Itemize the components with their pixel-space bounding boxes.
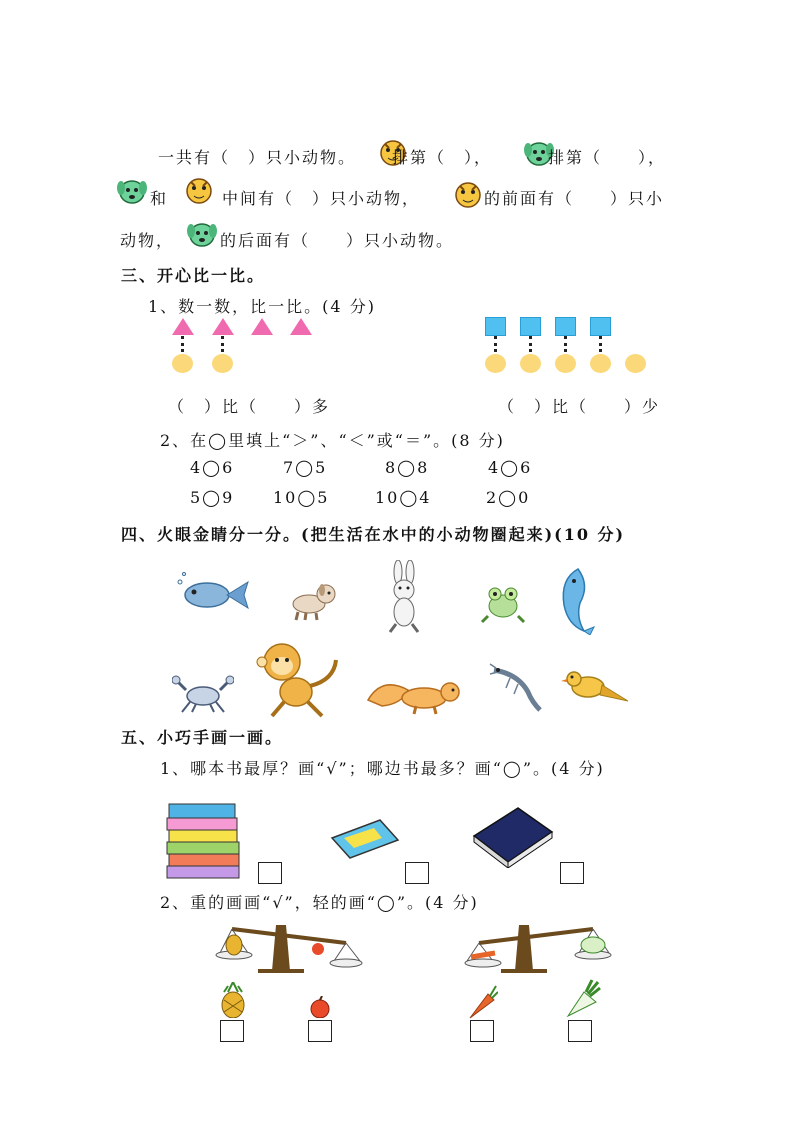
line2-text-a: 和: [150, 189, 169, 208]
square-shape: [485, 317, 506, 336]
line2-text-b: 中间有（ ）只小动物，: [222, 189, 421, 208]
compare-more-answer: （ ）比（ ）多: [168, 397, 331, 416]
book-stack-icon: [163, 796, 247, 886]
section5-q1: 1、哪本书最厚？画“√”；哪边书最多？画“◯”。(4 分): [160, 759, 605, 778]
section3-title: 三、开心比一比。: [121, 266, 266, 285]
balance-scale-icon: [214, 913, 364, 979]
triangle-shape: [251, 318, 273, 335]
carrot-icon: [466, 984, 498, 1024]
answer-box[interactable]: [568, 1020, 592, 1042]
answer-box[interactable]: [560, 862, 584, 884]
compare-item: 10◯5: [273, 488, 330, 507]
crab-icon: [172, 672, 234, 718]
circle-shape: [555, 354, 576, 373]
circle-shape: [485, 354, 506, 373]
compare-less-answer: （ ）比（ ）少: [498, 397, 661, 416]
answer-box[interactable]: [220, 1020, 244, 1042]
compare-item: 4◯6: [190, 458, 235, 477]
squirrel-icon: [362, 670, 468, 720]
frog-icon: [480, 580, 526, 628]
fish-icon: [172, 560, 254, 624]
circle-shape: [172, 354, 193, 373]
dog-icon: [115, 176, 149, 210]
line3-text-a: 动物，: [120, 231, 175, 250]
line2-text-c: 的前面有（ ）只小: [484, 189, 665, 208]
tiger-icon: [183, 176, 215, 210]
section5-title: 五、小巧手画一画。: [121, 728, 284, 747]
line3-text-b: 的后面有（ ）只小动物。: [220, 231, 455, 250]
compare-item: 2◯0: [486, 488, 531, 507]
compare-item: 10◯4: [375, 488, 432, 507]
apple-icon: [308, 996, 332, 1022]
triangle-shape: [172, 318, 194, 335]
dictionary-icon: [472, 806, 554, 872]
answer-box[interactable]: [308, 1020, 332, 1042]
balance-scale-icon: [463, 913, 613, 979]
puppy-icon: [284, 578, 340, 626]
answer-box[interactable]: [470, 1020, 494, 1042]
square-shape: [520, 317, 541, 336]
rabbit-icon: [378, 560, 434, 640]
section4-title: 四、火眼金睛分一分。(把生活在水中的小动物圈起来)(10 分): [121, 525, 626, 544]
tiger-icon: [452, 180, 484, 214]
line1-text-c: 排第（ ），: [548, 148, 667, 167]
circle-shape: [520, 354, 541, 373]
circle-shape: [590, 354, 611, 373]
monkey-icon: [250, 640, 342, 724]
single-book-icon: [330, 818, 400, 864]
section5-q2: 2、重的画画“√”，轻的画“◯”。(4 分): [160, 893, 479, 912]
shrimp-icon: [488, 662, 546, 718]
bird-icon: [560, 665, 630, 713]
triangle-shape: [290, 318, 312, 335]
compare-item: 8◯8: [385, 458, 430, 477]
compare-item: 7◯5: [283, 458, 328, 477]
answer-box[interactable]: [405, 862, 429, 884]
pineapple-icon: [218, 982, 248, 1022]
radish-icon: [562, 978, 602, 1024]
dog-icon: [185, 219, 219, 253]
section3-q2: 2、在◯里填上“＞”、“＜”或“＝”。(8 分): [160, 431, 505, 450]
line1-text-a: 一共有（ ）只小动物。: [158, 148, 357, 167]
circle-shape: [625, 354, 646, 373]
compare-item: 4◯6: [488, 458, 533, 477]
circle-shape: [212, 354, 233, 373]
square-shape: [590, 317, 611, 336]
square-shape: [555, 317, 576, 336]
dolphin-icon: [550, 565, 606, 639]
triangle-shape: [212, 318, 234, 335]
answer-box[interactable]: [258, 862, 282, 884]
section3-q1: 1、数一数，比一比。(4 分): [148, 297, 376, 316]
line1-text-b: 排第（ ），: [392, 148, 493, 167]
compare-item: 5◯9: [190, 488, 235, 507]
